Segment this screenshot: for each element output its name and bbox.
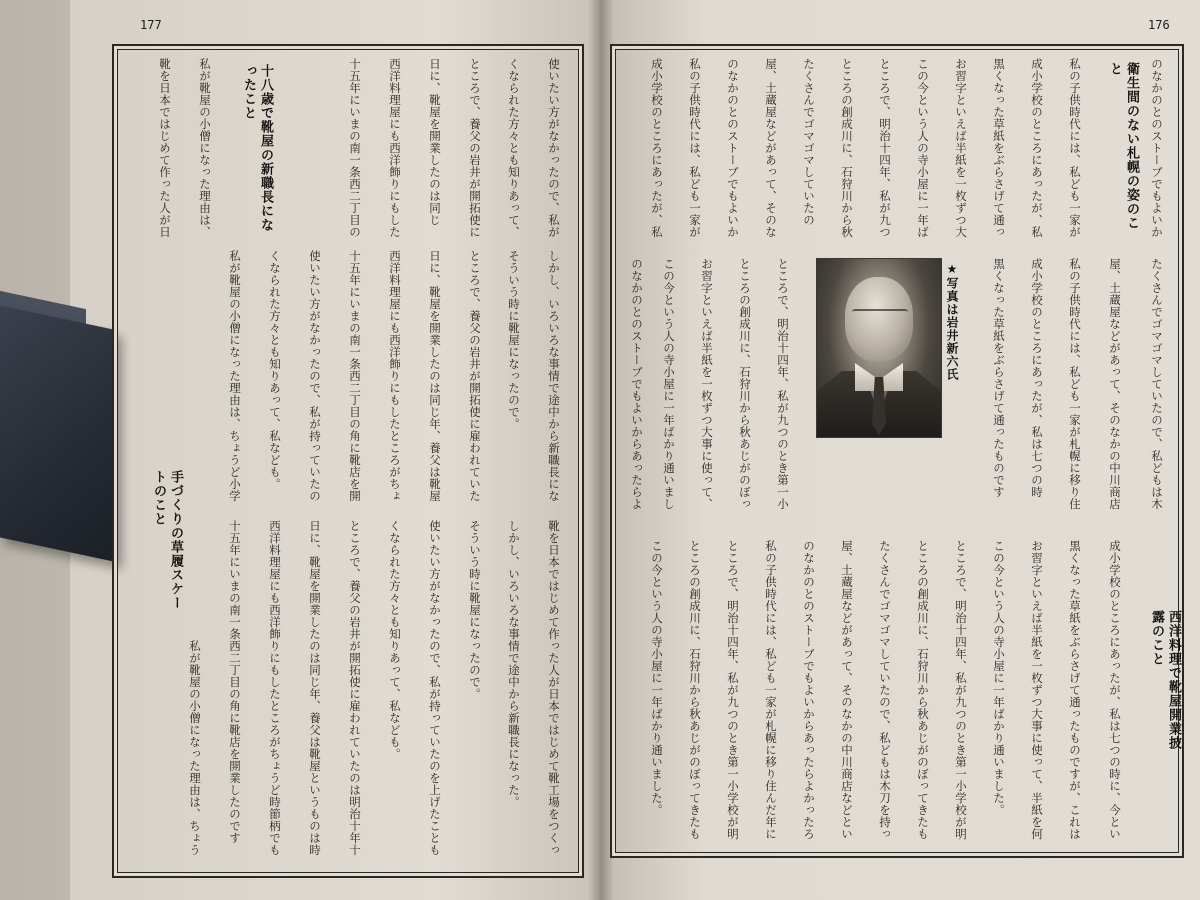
right-column: お習字といえば半紙を一枚ずつ大事に使って、半紙を何 <box>1030 540 1044 840</box>
right-column: 成小学校のところにあったが、私 <box>1030 58 1044 238</box>
left-section-heading: 十八歳で靴屋の新職長になったこと <box>241 64 273 232</box>
right-column: 成小学校のところにあったが、私は七つの時に、今とい <box>1108 540 1122 840</box>
left-column: しかし、いろいろな事情で途中から新職長にな <box>547 250 561 502</box>
left-column: 私が靴屋の小僧になった理由は、 <box>198 58 212 238</box>
left-column: ところで、養父の岩井が開拓使に <box>468 58 482 238</box>
right-column: のなかのとのストーブでもよいか <box>1150 58 1164 238</box>
right-column: お習字といえば半紙を一枚ずつ大事に使って、 <box>700 258 714 510</box>
left-column: 靴を日本ではじめて作った人が日本ではじめて靴工場をつくっ <box>547 520 561 856</box>
right-column: 私の子供時代には、私ども一家が札幌に移り住 <box>1068 258 1082 510</box>
portrait-photo <box>816 258 942 438</box>
left-column: 使いたい方がなかったので、私が持っていたのを上げたことも <box>428 520 442 856</box>
right-column: ところで、明治十四年、私が九つ <box>878 58 892 238</box>
right-column: のなかのとのストーブでもよいからあったらよかったろ <box>802 540 816 840</box>
right-column: この今という人の寺小屋に一年ばかり通いまし <box>662 258 676 510</box>
left-page-number: 177 <box>140 18 162 32</box>
right-column: 黒くなった草紙をぶらさげて通ったものです <box>992 258 1006 498</box>
right-column: ところで、明治十四年、私が九つのとき第一小 <box>776 258 790 510</box>
right-column: のなかのとのストーブでもよいか <box>726 58 740 238</box>
left-column: 西洋料理屋にも西洋飾りにもしたところがちょ <box>388 250 402 502</box>
left-column: ところで、養父の岩井が開拓使に雇われていた <box>468 250 482 502</box>
left-column: しかし、いろいろな事情で途中から新職長になった。 <box>507 520 521 808</box>
left-column: 使いたい方がなかったので、私が <box>547 58 561 238</box>
right-column: ところの創成川に、石狩川から秋あじがのぼってきたも <box>916 540 930 840</box>
left-column: そういう時に靴屋になったので。 <box>507 250 521 430</box>
right-column: 屋、土蔵屋などがあって、そのなかの中川商店 <box>1108 258 1122 510</box>
left-column: 十五年にいまの南一条西二丁目の角に靴店を開 <box>348 250 362 502</box>
left-column: 日に、靴屋を開業したのは同じ年、養父は靴屋 <box>428 250 442 502</box>
left-column: くなられた方々とも知りあって、私なども。 <box>388 520 402 760</box>
right-column: ところの創成川に、石狩川から秋あじがのぼってきたも <box>688 540 702 840</box>
left-column: ところで、養父の岩井が開拓使に雇われていたのは明治十年十 <box>348 520 362 856</box>
left-column: くなられた方々とも知りあって、私なども。 <box>268 250 282 490</box>
left-column: 西洋料理屋にも西洋飾りにもした <box>388 58 402 238</box>
right-column: たくさんでゴマゴマしていたので、私どもは木刀を持っ <box>878 540 892 840</box>
left-column: 日に、靴屋を開業したのは同じ年、養父は靴屋というものは時 <box>308 520 322 856</box>
right-column: ところで、明治十四年、私が九つのとき第一小学校が明 <box>726 540 740 840</box>
right-column: 私の子供時代には、私ども一家が <box>1068 58 1082 238</box>
right-page-number: 176 <box>1148 18 1170 32</box>
dark-box-object <box>0 305 118 562</box>
right-column: 私の子供時代には、私ども一家が札幌に移り住んだ年に <box>764 540 778 840</box>
right-column: 黒くなった草紙をぶらさげて通ったものですが、これは <box>1068 540 1082 840</box>
left-column: 使いたい方がなかったので、私が持っていたの <box>308 250 322 502</box>
right-column: のなかのとのストーブでもよいからあったらよ <box>630 258 644 510</box>
left-column: くなられた方々とも知りあって、 <box>507 58 521 238</box>
left-column: 十五年にいまの南一条西二丁目の <box>348 58 362 238</box>
right-column: この今という人の寺小屋に一年ばかり通いました。 <box>992 540 1006 816</box>
right-section-heading: 衛生間のない札幌の姿のこと <box>1107 62 1139 230</box>
right-column: 屋、土蔵屋などがあって、そのなかの中川商店などとい <box>840 540 854 840</box>
left-column: 十五年にいまの南一条西二丁目の角に靴店を開業したのです <box>228 520 242 844</box>
right-section-heading: 西洋料理で靴屋開業披露のこと <box>1149 610 1181 750</box>
right-column: ところで、明治十四年、私が九つのとき第一小学校が明 <box>954 540 968 840</box>
right-column: 黒くなった草紙をぶらさげて通っ <box>992 58 1006 238</box>
left-column: 私が靴屋の小僧になった理由は、ちょう <box>188 640 202 856</box>
right-column: 屋、土蔵屋などがあって、そのな <box>764 58 778 238</box>
left-column: 私が靴屋の小僧になった理由は、ちょうど小学 <box>228 250 242 502</box>
left-column: 日に、靴屋を開業したのは同じ <box>428 58 442 226</box>
photo-caption: ★写真は岩井新六氏 <box>945 262 959 381</box>
left-column: そういう時に靴屋になったので。 <box>468 520 482 700</box>
right-column: 私の子供時代には、私ども一家が <box>688 58 702 238</box>
left-column: 靴を日本ではじめて作った人が日 <box>158 58 172 238</box>
portrait-glasses <box>852 309 908 323</box>
right-column: ところの創成川に、石狩川から秋あじがのぼっ <box>738 258 752 510</box>
right-column: お習字といえば半紙を一枚ずつ大 <box>954 58 968 238</box>
right-column: ところの創成川に、石狩川から秋 <box>840 58 854 238</box>
right-column: 成小学校のところにあったが、私 <box>650 58 664 238</box>
right-column: たくさんでゴマゴマしていたの <box>802 58 816 226</box>
left-section-heading: 手づくりの草履スケートのこと <box>151 470 183 610</box>
right-column: たくさんでゴマゴマしていたので、私どもは木 <box>1150 258 1164 510</box>
left-column: 西洋料理屋にも西洋飾りにもしたところがちょうど時節柄でも <box>268 520 282 856</box>
right-column: この今という人の寺小屋に一年ばかり通いました。 <box>650 540 664 816</box>
right-column: 成小学校のところにあったが、私は七つの時 <box>1030 258 1044 498</box>
right-column: この今という人の寺小屋に一年ば <box>916 58 930 238</box>
